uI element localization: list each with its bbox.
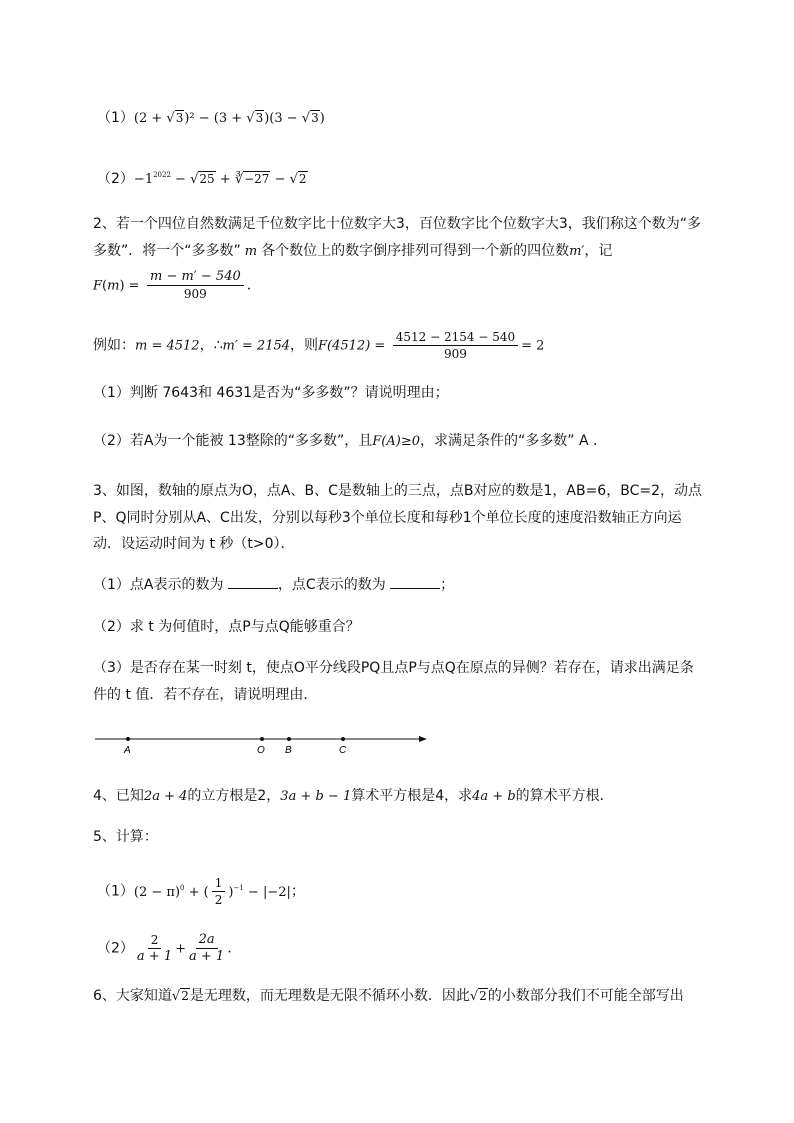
fraction: $\frac{m - m' - 540}{909}$	[147, 270, 244, 301]
point-a-dot	[126, 737, 130, 741]
number-line	[90, 728, 440, 758]
label-b: B	[285, 745, 292, 756]
answer-blank-a[interactable]	[228, 576, 278, 589]
example-fraction: $\frac{4512 - 2154 - 540}{909}$	[393, 330, 518, 361]
problem3-q1: （1）点A表示的数为 ，点C表示的数为 ；	[93, 577, 455, 593]
problem3-para3: 动．设运动时间为 t 秒（t>0）．	[93, 536, 295, 552]
problem1-item2: $(2)-1^{2022} - √25$ + ∛−27 − √2	[97, 171, 307, 187]
formula-F: F(m) = $\frac{m - m' - 540}{909}$ ．	[93, 269, 261, 301]
point-c-dot	[341, 737, 345, 741]
problem2-q1: （1）判断 7643和 4631是否为“多多数”？请说明理由；	[93, 385, 449, 401]
answer-blank-c[interactable]	[390, 576, 440, 589]
problem3-q3a: （3）是否存在某一时刻 t，使点O平分线段PQ且点P与点Q在原点的异侧？若存在，请求出满足条	[93, 660, 694, 676]
expression-1: (2 + √3)² − (3 + √3)(3 − √3)	[133, 111, 325, 126]
problem5-item1: $(1)(2 - \pi)^0$ + ( $\frac{1}{2}$ )$^{-1}$ − |−2|；	[97, 876, 305, 907]
problem5-item2: （2） $\frac{2}{a + 1}$ + $\frac{2a}{a + 1}$ ．	[97, 932, 242, 964]
problem3-q2: （2）求 t 为何值时，点P与点Q能够重合？	[93, 619, 360, 635]
problem4: 4、已知2a + 4的立方根是2，3a + b − 1算术平方根是4，求4a + b的算术平方根．	[93, 788, 614, 804]
problem2-para1: 2、若一个四位自然数满足千位数字比十位数字大3，百位数字比个位数字大3，我们称这个数为“多	[93, 216, 701, 232]
label-c: C	[339, 745, 347, 756]
problem3-q3b: 件的 t 值．若不存在，请说明理由．	[93, 687, 318, 703]
label-o: O	[257, 745, 265, 756]
point-o-dot	[260, 737, 264, 741]
arrow-icon	[419, 736, 427, 742]
problem3-para2: P、Q同时分别从A、C出发，分别以每秒3个单位长度和每秒1个单位长度的速度沿数轴正方向运	[93, 510, 682, 526]
expression-2: $-1^{2022} - √25$ + ∛−27 − √2	[133, 171, 307, 187]
problem2-example: 例如：m = 4512，∴m′ = 2154，则F(4512) = $\frac{4512 - 2154 - 540}{909}$ = 2	[93, 330, 545, 361]
problem3-para1: 3、如图，数轴的原点为O，点A、B、C是数轴上的三点，点B对应的数是1，AB=6，BC=2，动点	[93, 483, 702, 499]
problem2-para2: 多数”．将一个“多多数” m 各个数位上的数字倒序排列可得到一个新的四位数m′，记	[93, 243, 613, 259]
problem5-title: 5、计算：	[93, 829, 158, 845]
problem2-q2: （2）若A为一个能被 13整除的“多多数”，且F(A)≥0，求满足条件的“多多数” A ．	[93, 433, 607, 449]
problem6: 6、大家知道√2是无理数，而无理数是无限不循环小数．因此√2的小数部分我们不可能全部写出	[93, 988, 684, 1004]
point-b-dot	[287, 737, 291, 741]
label-a: A	[124, 745, 131, 756]
problem1-item1: （1）(2 + √3)² − (3 + √3)(3 − √3)	[97, 110, 325, 126]
